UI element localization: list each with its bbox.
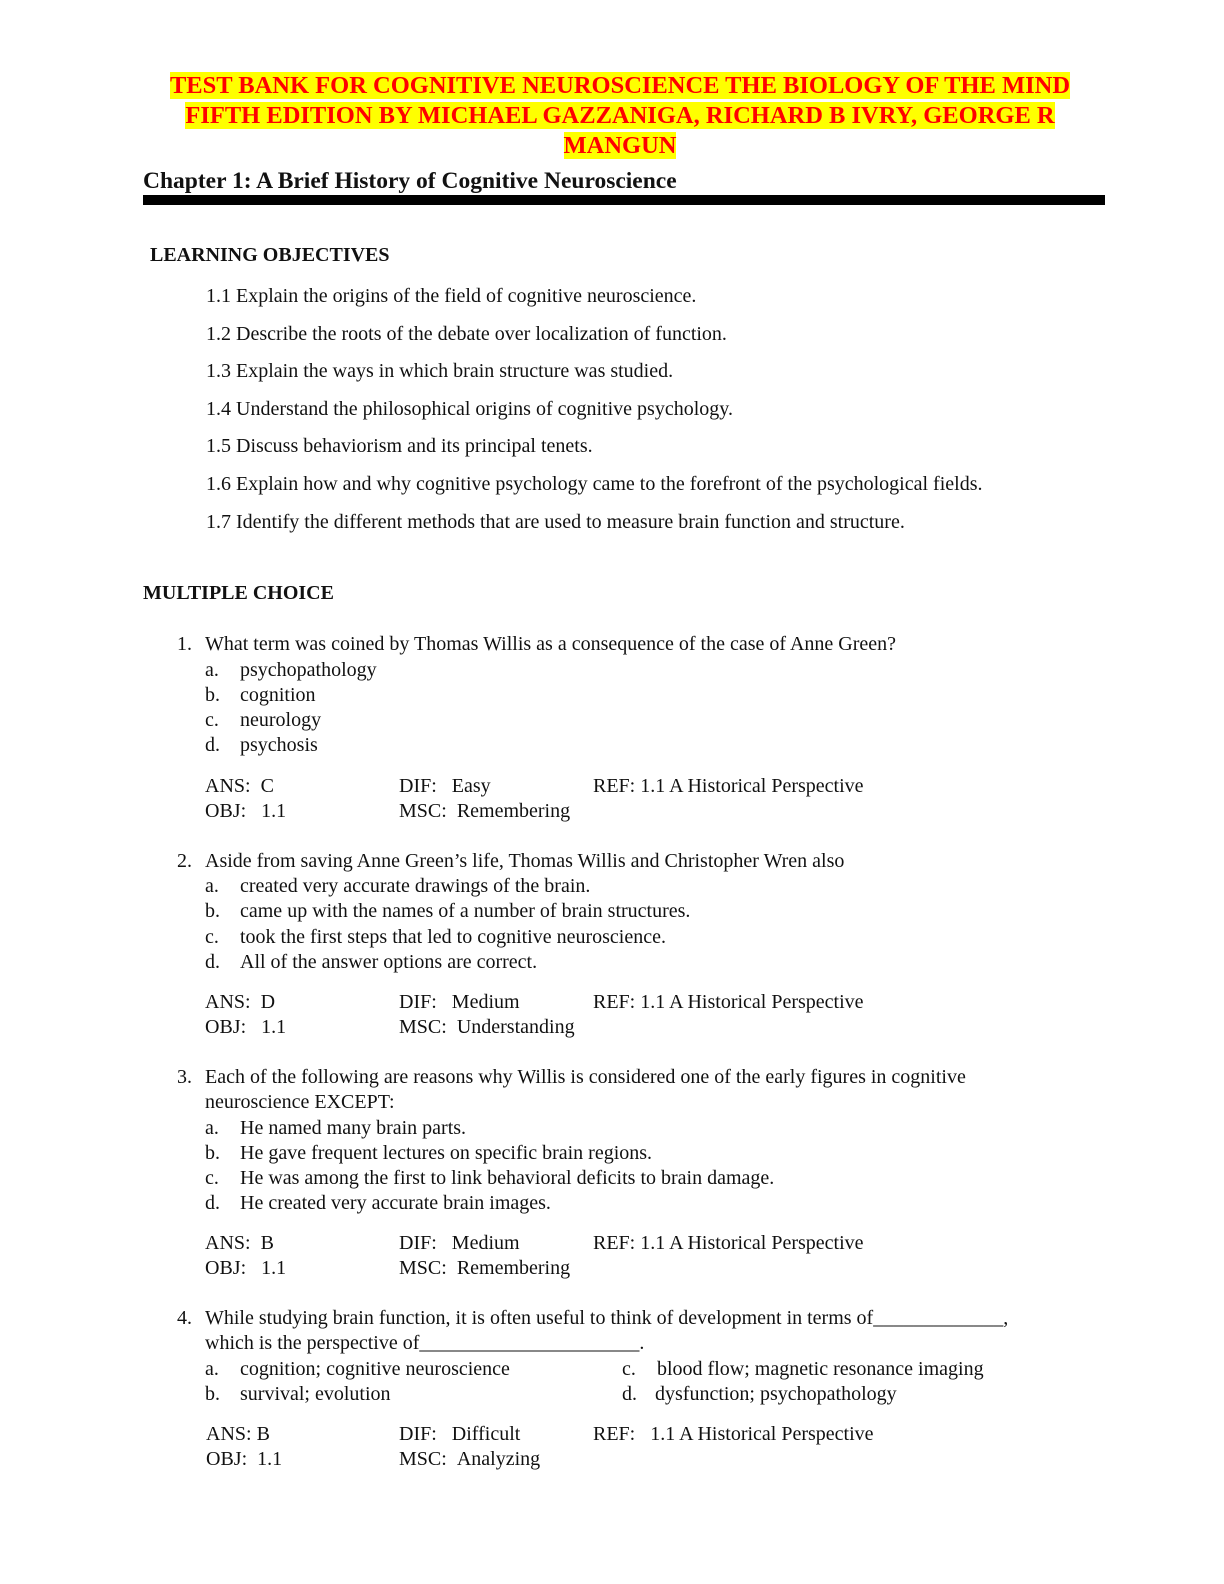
answer-line: ANS: B <box>205 1232 274 1254</box>
objective-line: OBJ: 1.1 <box>205 1257 287 1279</box>
difficulty-line: DIF: Medium <box>399 991 520 1013</box>
learning-objectives-heading: LEARNING OBJECTIVES <box>150 244 390 266</box>
answer-option: c. neurology <box>205 709 322 731</box>
answer-line: ANS: D <box>205 991 276 1013</box>
objective-item: 1.5 Discuss behaviorism and its principal tenets. <box>206 435 593 458</box>
objective-line: OBJ: 1.1 <box>205 1016 287 1038</box>
learning-objectives-list <box>206 282 982 545</box>
answer-option: a. psychopathology <box>205 659 377 681</box>
question-stem: Each of the following are reasons why Willis is considered one of the early figures in cognitive <box>205 1066 966 1088</box>
reference-line: REF: 1.1 A Historical Perspective <box>593 1423 874 1445</box>
question-number: 3. <box>177 1066 192 1088</box>
answer-option: d. All of the answer options are correct. <box>205 951 538 973</box>
answer-option: d. psychosis <box>205 734 318 756</box>
reference-line: REF: 1.1 A Historical Perspective <box>593 775 864 797</box>
answer-key: B <box>260 1232 274 1254</box>
question-stem: While studying brain function, it is often useful to think of development in terms of_____________, <box>205 1307 1009 1329</box>
objective-item: 1.2 Describe the roots of the debate over localization of function. <box>206 322 727 345</box>
banner-line-3: MANGUN <box>563 132 677 159</box>
answer-key: C <box>260 775 274 797</box>
answer-key: D <box>260 991 276 1013</box>
answer-line: ANS: B <box>206 1423 270 1445</box>
answer-key: B <box>256 1423 270 1445</box>
multiple-choice-heading: MULTIPLE CHOICE <box>143 582 334 604</box>
answer-line: ANS: C <box>205 775 274 797</box>
difficulty-line: DIF: Medium <box>399 1232 520 1254</box>
question-number: 2. <box>177 850 192 872</box>
chapter-divider <box>143 195 1105 205</box>
msc-line: MSC: Understanding <box>399 1016 575 1038</box>
question-number: 1. <box>177 633 192 655</box>
answer-option: b. cognition <box>205 684 316 706</box>
objective-item: 1.3 Explain the ways in which brain structure was studied. <box>206 360 674 383</box>
answer-option: a. He named many brain parts. <box>205 1117 467 1139</box>
answer-option: b. came up with the names of a number of brain structures. <box>205 900 691 922</box>
chapter-title: Chapter 1: A Brief History of Cognitive Neuroscience <box>143 168 677 194</box>
objective-item: 1.1 Explain the origins of the field of cognitive neuroscience. <box>206 285 697 307</box>
msc-line: MSC: Remembering <box>399 1257 571 1279</box>
document-page: TEST BANK FOR COGNITIVE NEUROSCIENCE THE BIOLOGY OF THE MIND FIFTH EDITION BY MICHAEL GAZZANIGA, RICHARD B IVRY, GEORGE R MANGUN Chapter 1: A Brief History of Cognitive Neuroscience LEARNING OBJECTIVES 1.1 Explain the origins of the field of cognitive neuroscience. 1.2 Describe the roots of the debate over localization of function. 1.3 Explain the ways in which brain structure was studied. 1.4 Understand the philosophical origins of cognitive psychology. 1.5 Discuss behaviorism and its principal tenets. 1.6 Explain how and why cognitive psychology came to the forefront of the psychological fields. 1.7 Identify the different methods that are used to measure brain function and structure. MULTIPLE CHOICE 1. What term was coined by Thomas Willis as a consequence of the case of Anne Green? a. psychopathology b. cognition c. neurology d. psychosis ANS: C DIF: Easy REF: 1.1 A Historical Perspective OBJ: 1.1 MSC: Remembering 2. Aside from saving Anne Green’s life, Thomas Willis and Christopher Wren also a. created very accurate drawings of the brain. b. came up with the names of a number of brain structures. c. took the first steps that led to cognitive neuroscience. d. All of the answer options are correct. ANS: D DIF: Medium REF: 1.1 A Historical Perspective OBJ: 1.1 MSC: Understanding 3. Each of the following are reasons why Willis is considered one of the early figures in cognitive neuroscience EXCEPT: a. He named many brain parts. b. He gave frequent lectures on specific brain regions. c. He was among the first to link behavioral deficits to brain damage. d. He created very accurate brain images. ANS: B DIF: Medium REF: 1.1 A Historical Perspective OBJ: 1.1 MSC: Remembering 4. While studying brain function, it is often useful to think of development in terms of_____________, which is the perspective of______________________. a. cognition; cognitive neuroscience b. survival; evolution c. blood flow; magnetic resonance imaging d. dysfunction; psychopathology ANS: B DIF: Difficult REF: 1.1 A Historical Perspective OBJ: 1.1 MSC: Analyzing <box>0 0 1224 1584</box>
answer-option: a. cognition; cognitive neuroscience <box>205 1358 510 1380</box>
difficulty-line: DIF: Easy <box>399 775 491 797</box>
answer-option: b. He gave frequent lectures on specific brain regions. <box>205 1142 653 1164</box>
banner-line-2: FIFTH EDITION BY MICHAEL GAZZANIGA, RICHARD B IVRY, GEORGE R <box>185 102 1055 129</box>
msc-line: MSC: Analyzing <box>399 1448 541 1470</box>
answer-option: b. survival; evolution <box>205 1383 391 1405</box>
banner-line-1: TEST BANK FOR COGNITIVE NEUROSCIENCE THE BIOLOGY OF THE MIND <box>169 72 1071 99</box>
question-stem: What term was coined by Thomas Willis as a consequence of the case of Anne Green? <box>205 633 896 655</box>
objective-line: OBJ: 1.1 <box>206 1448 283 1470</box>
question-stem: Aside from saving Anne Green’s life, Thomas Willis and Christopher Wren also <box>205 850 845 872</box>
answer-option: c. took the first steps that led to cognitive neuroscience. <box>205 926 666 948</box>
answer-option: c. He was among the first to link behavioral deficits to brain damage. <box>205 1167 775 1189</box>
answer-option: d. He created very accurate brain images. <box>205 1192 551 1214</box>
answer-option: a. created very accurate drawings of the brain. <box>205 875 591 897</box>
objective-item: 1.4 Understand the philosophical origins of cognitive psychology. <box>206 397 733 420</box>
objective-line: OBJ: 1.1 <box>205 800 287 822</box>
objective-item: 1.6 Explain how and why cognitive psychology came to the forefront of the psychological fields. <box>206 472 983 495</box>
question-number: 4. <box>177 1307 192 1329</box>
answer-option: c. blood flow; magnetic resonance imaging <box>622 1358 984 1380</box>
difficulty-line: DIF: Difficult <box>399 1423 521 1445</box>
reference-line: REF: 1.1 A Historical Perspective <box>593 1232 864 1254</box>
reference-line: REF: 1.1 A Historical Perspective <box>593 991 864 1013</box>
msc-line: MSC: Remembering <box>399 800 571 822</box>
answer-option: d. dysfunction; psychopathology <box>622 1383 897 1405</box>
objective-item: 1.7 Identify the different methods that are used to measure brain function and structure. <box>206 510 905 533</box>
title-banner <box>120 71 1120 161</box>
